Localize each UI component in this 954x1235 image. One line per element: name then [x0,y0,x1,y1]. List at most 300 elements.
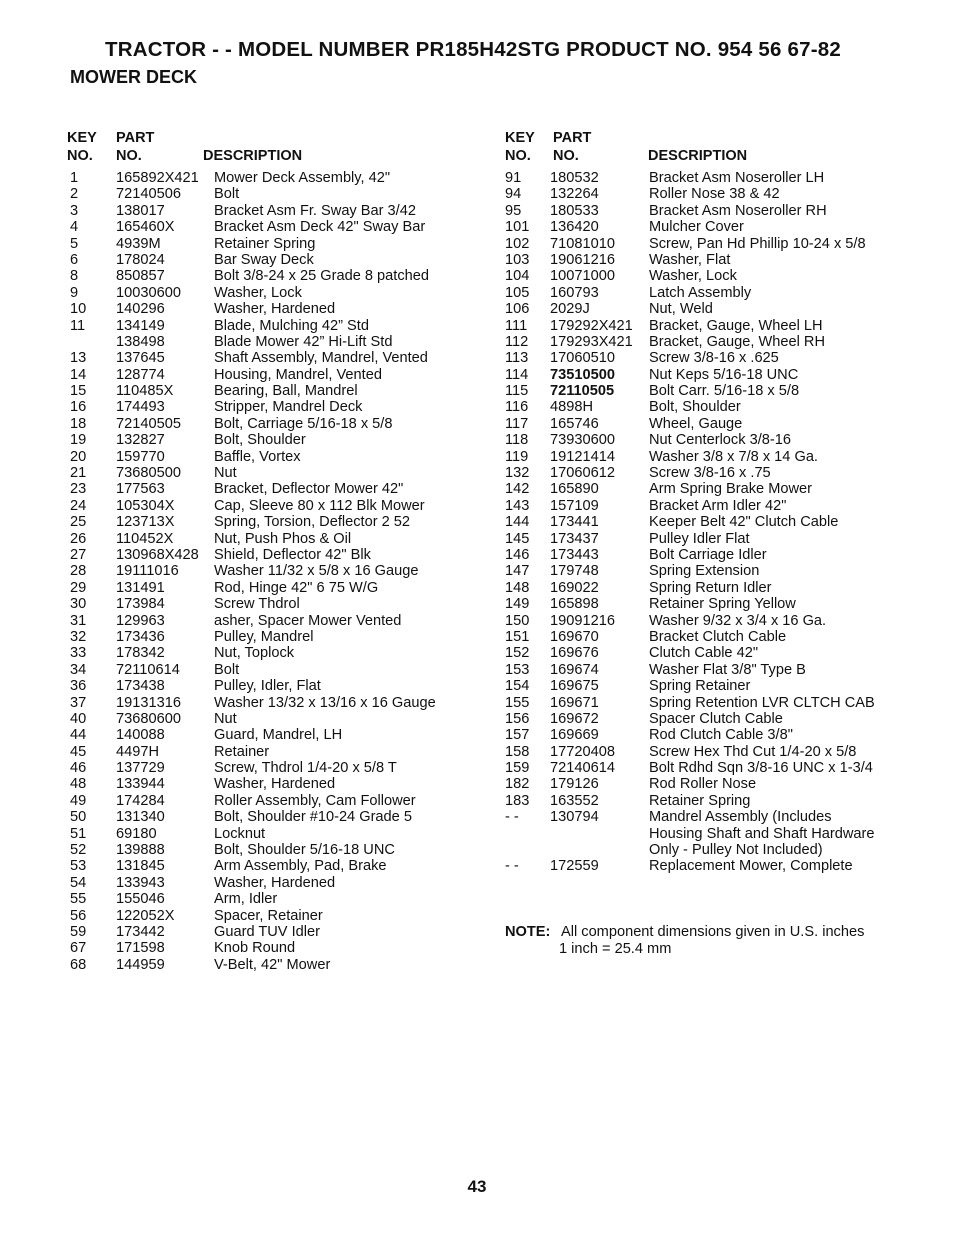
part-no: 110485X [116,383,174,400]
description: Washer, Lock [649,268,737,285]
description: V-Belt, 42" Mower [214,956,331,973]
part-no: 132827 [116,432,165,449]
table-row [505,236,905,252]
table-row [505,613,905,629]
table-row [505,186,905,202]
key-no: 112 [505,333,529,350]
part-no: 138498 [116,333,165,350]
key-no: 67 [70,940,87,957]
part-no: 17720408 [550,743,615,760]
table-row [505,318,905,334]
key-no: 36 [70,678,87,695]
key-no: 111 [505,317,528,334]
description: Bolt, Shoulder [214,432,306,449]
key-no: 44 [70,727,87,744]
key-no: 6 [70,251,79,268]
part-no: 178342 [116,645,165,662]
part-no: 137729 [116,760,165,777]
part-no: 72140505 [116,415,181,432]
description: Spring Return Idler [649,579,772,596]
key-no: 153 [505,661,530,678]
part-no: 171598 [116,940,165,957]
part-no: 173984 [116,596,165,613]
description: Nut [214,465,237,482]
description: Stripper, Mandrel Deck [214,399,363,416]
table-row [67,596,467,612]
description: Screw 3/8-16 x .625 [649,350,779,367]
description: Nut Centerlock 3/8-16 [649,432,791,449]
part-no: 850857 [116,268,165,285]
key-no: 132 [505,465,530,482]
key-no: 26 [70,530,87,547]
table-row [67,531,467,547]
part-no: 180532 [550,170,599,186]
table-row [505,449,905,465]
description-header: DESCRIPTION [203,148,303,164]
table-row [505,350,905,366]
part-no: 169671 [550,694,599,711]
table-header [505,130,905,170]
description: Washer, Lock [214,284,302,301]
key-no: 106 [505,301,530,318]
table-row [67,432,467,448]
part-no: 139888 [116,842,165,859]
table-row [505,301,905,317]
description: Pulley, Mandrel [214,628,314,645]
table-row [67,383,467,399]
key-no: 157 [505,727,530,744]
key-no: 143 [505,497,530,514]
table-row [505,711,905,727]
key-no: 104 [505,268,530,285]
part-no: 73680500 [116,465,181,482]
table-row [67,236,467,252]
description: Retainer Spring [214,235,316,252]
key-no: 5 [70,235,79,252]
table-row [67,219,467,235]
key-no-header: NO. [505,148,531,164]
key-no: 94 [505,186,522,203]
key-no: 156 [505,710,530,727]
key-no: 151 [505,628,530,645]
key-no: 27 [70,546,87,563]
description: Nut Keps 5/16-18 UNC [649,366,799,383]
table-row [505,662,905,678]
description: Bracket, Deflector Mower 42" [214,481,404,498]
table-row [505,285,905,301]
description: Bracket Asm Fr. Sway Bar 3/42 [214,202,416,219]
description: Washer, Hardened [214,301,336,318]
part-no-header: NO. [553,148,579,164]
description: Latch Assembly [649,284,752,301]
key-no: 15 [70,383,87,400]
table-row [505,744,905,760]
description: Spacer Clutch Cable [649,710,783,727]
table-row [505,170,905,186]
key-no: 91 [505,170,522,186]
description: Bolt Rdhd Sqn 3/8-16 UNC x 1-3/4 [649,760,873,777]
part-no: 173441 [550,514,599,531]
part-no: 157109 [550,497,599,514]
description: Bearing, Ball, Mandrel [214,383,358,400]
key-no: 33 [70,645,87,662]
description: Bolt, Carriage 5/16-18 x 5/8 [214,415,393,432]
part-no: 19131316 [116,694,181,711]
description: Spring Retention LVR CLTCH CAB [649,694,875,711]
key-no: - - [505,858,519,875]
part-no: 180533 [550,202,599,219]
description: Bracket Arm Idler 42" [649,497,787,514]
table-body [67,170,467,973]
table-row [505,399,905,415]
part-no: 123713X [116,514,175,531]
part-no: 72110614 [116,661,180,678]
description: Rod Clutch Cable 3/8" [649,727,793,744]
part-no: 144959 [116,956,165,973]
description: Mower Deck Assembly, 42" [214,170,391,186]
part-no: 173438 [116,678,165,695]
part-no: 165898 [550,596,599,613]
part-no: 17060510 [550,350,615,367]
key-no: 114 [505,366,529,383]
part-no: 128774 [116,366,165,383]
description: Pulley Idler Flat [649,530,750,547]
description: Rod, Hinge 42" 6 75 W/G [214,579,379,596]
part-no: 179292X421 [550,317,633,334]
part-no: 72110505 [550,383,615,400]
table-row [505,252,905,268]
key-no: 4 [70,219,79,236]
part-no: 19061216 [550,251,615,268]
part-no: 132264 [550,186,599,203]
key-header: KEY [505,130,535,146]
table-row [67,563,467,579]
part-no: 178024 [116,251,165,268]
parts-table-right [505,130,905,875]
description: Washer 9/32 x 3/4 x 16 Ga. [649,612,827,629]
part-no: 165746 [550,415,599,432]
key-no: 29 [70,579,87,596]
description: Bolt Carriage Idler [649,546,767,563]
description: Washer Flat 3/8" Type B [649,661,806,678]
part-no: 131491 [116,579,165,596]
table-row [67,678,467,694]
description: Washer, Flat [649,251,731,268]
note-label: NOTE: [505,924,551,940]
description: Housing, Mandrel, Vented [214,366,382,383]
description: Bracket, Gauge, Wheel RH [649,333,826,350]
table-row [67,908,467,924]
key-no: 144 [505,514,530,531]
description: Bolt [214,186,240,203]
description: Shield, Deflector 42" Blk [214,546,371,563]
part-no: 169672 [550,710,599,727]
key-no: 119 [505,448,529,465]
key-no: 142 [505,481,530,498]
key-no: 25 [70,514,87,531]
table-row [67,629,467,645]
description: Bolt Carr. 5/16-18 x 5/8 [649,383,800,400]
key-no: 14 [70,366,87,383]
part-no: 4497H [116,743,160,760]
key-no: 102 [505,235,530,252]
description: Blade Mower 42” Hi-Lift Std [214,333,393,350]
description: Arm Assembly, Pad, Brake [214,858,387,875]
table-row [67,514,467,530]
key-no: 30 [70,596,87,613]
key-no: 28 [70,563,87,580]
note-line-1: All component dimensions given in U.S. inches [561,924,865,940]
key-no: 34 [70,661,87,678]
key-no: 8 [70,268,79,285]
key-no: 18 [70,415,87,432]
table-row [505,645,905,661]
description: Wheel, Gauge [649,415,743,432]
key-no: 23 [70,481,87,498]
part-no: 179126 [550,776,599,793]
key-no: 154 [505,678,530,695]
description: Nut, Weld [649,301,713,318]
note-line-2: 1 inch = 25.4 mm [559,941,672,957]
table-row [505,678,905,694]
part-no: 173443 [550,546,599,563]
table-row [67,744,467,760]
key-no: 155 [505,694,530,711]
key-no: 24 [70,497,87,514]
part-no: 10071000 [550,268,615,285]
key-no: 13 [70,350,87,367]
table-row [505,842,905,858]
part-no: 140088 [116,727,165,744]
key-no: 49 [70,792,87,809]
table-row [67,285,467,301]
table-row [505,776,905,792]
description: Knob Round [214,940,296,957]
part-no: 10030600 [116,284,181,301]
key-no: 149 [505,596,530,613]
table-body [505,170,905,875]
part-no: 129963 [116,612,165,629]
description: Housing Shaft and Shaft Hardware [649,825,875,842]
description: Screw Thdrol [214,596,300,613]
part-no: 130794 [550,809,599,826]
part-no: 174284 [116,792,165,809]
key-no: 56 [70,907,87,924]
key-no: 52 [70,842,87,859]
description: asher, Spacer Mower Vented [214,612,402,629]
part-no: 69180 [116,825,157,842]
table-row [505,203,905,219]
part-no: 72140506 [116,186,181,203]
key-no: 3 [70,202,79,219]
description: Screw Hex Thd Cut 1/4-20 x 5/8 [649,743,857,760]
table-row [67,809,467,825]
table-row [505,858,905,874]
part-no: 131340 [116,809,165,826]
key-no: 16 [70,399,87,416]
key-no: 103 [505,251,530,268]
description: Retainer Spring Yellow [649,596,796,613]
key-no: 20 [70,448,87,465]
table-row [67,334,467,350]
table-row [67,613,467,629]
table-row [67,318,467,334]
key-no: 9 [70,284,79,301]
description: Washer 11/32 x 5/8 x 16 Gauge [214,563,419,580]
key-no: 113 [505,350,529,367]
description: Screw 3/8-16 x .75 [649,465,771,482]
key-no: 1 [70,170,79,186]
key-no: 150 [505,612,530,629]
table-row [67,170,467,186]
key-no: 152 [505,645,530,662]
key-no: 37 [70,694,87,711]
table-row [67,186,467,202]
part-no-header: NO. [116,148,142,164]
part-no: 177563 [116,481,165,498]
description: Bracket Asm Noseroller RH [649,202,827,219]
table-row [67,301,467,317]
key-no: 147 [505,563,530,580]
description: Bracket Clutch Cable [649,628,787,645]
table-row [505,760,905,776]
section-title: MOWER DECK [70,67,197,87]
part-no: 17060612 [550,465,615,482]
table-row [67,498,467,514]
part-no: 172559 [550,858,599,875]
part-no: 179748 [550,563,599,580]
key-no: 115 [505,383,529,400]
part-no: 19121414 [550,448,615,465]
table-row [67,645,467,661]
key-no: 54 [70,874,87,891]
table-row [505,514,905,530]
part-no: 174493 [116,399,165,416]
key-no: 105 [505,284,530,301]
description: Bracket, Gauge, Wheel LH [649,317,823,334]
description: Arm Spring Brake Mower [649,481,813,498]
table-row [67,858,467,874]
part-no: 133943 [116,874,165,891]
part-no: 4939M [116,235,161,252]
description: Nut, Push Phos & Oil [214,530,352,547]
description: Bolt, Shoulder [649,399,741,416]
key-no: 45 [70,743,87,760]
part-no: 160793 [550,284,599,301]
key-no: 101 [505,219,530,236]
part-no: 73680600 [116,710,181,727]
part-no: 169675 [550,678,599,695]
part-no: 2029J [550,301,590,318]
key-no: 21 [70,465,87,482]
table-row [67,776,467,792]
key-no: 95 [505,202,522,219]
part-no: 105304X [116,497,175,514]
table-row [67,350,467,366]
table-row [67,449,467,465]
table-row [67,842,467,858]
description: Bolt 3/8-24 x 25 Grade 8 patched [214,268,429,285]
description: Only - Pulley Not Included) [649,842,823,859]
table-row [505,432,905,448]
description: Retainer [214,743,270,760]
part-no: 169674 [550,661,599,678]
key-no: 46 [70,760,87,777]
key-no: 116 [505,399,529,416]
key-no: 19 [70,432,87,449]
table-row [505,629,905,645]
table-row [67,465,467,481]
table-row [505,547,905,563]
description: Spring Retainer [649,678,751,695]
part-no: 179293X421 [550,333,633,350]
key-no: 182 [505,776,530,793]
table-row [67,957,467,973]
part-no: 4898H [550,399,594,416]
part-no: 136420 [550,219,599,236]
table-row [505,465,905,481]
key-no: 59 [70,923,87,940]
table-row [505,531,905,547]
table-row [505,695,905,711]
part-no: 169676 [550,645,599,662]
description: Keeper Belt 42" Clutch Cable [649,514,839,531]
table-row [67,662,467,678]
table-row [67,367,467,383]
key-no: 117 [505,415,529,432]
part-no: 131845 [116,858,165,875]
part-no: 165460X [116,219,175,236]
description: Retainer Spring [649,792,751,809]
part-no: 173436 [116,628,165,645]
description: Spacer, Retainer [214,907,323,924]
description: Cap, Sleeve 80 x 112 Blk Mower [214,497,425,514]
part-no: 173437 [550,530,599,547]
description: Nut [214,710,237,727]
part-no: 165892X421 [116,170,199,186]
description: Screw, Pan Hd Phillip 10-24 x 5/8 [649,235,866,252]
description: Blade, Mulching 42” Std [214,317,369,334]
description: Bracket Asm Deck 42" Sway Bar [214,219,426,236]
table-row [67,826,467,842]
key-no: - - [505,809,519,826]
table-row [505,498,905,514]
table-row [505,334,905,350]
part-no: 73930600 [550,432,615,449]
table-row [67,580,467,596]
description: Bolt [214,661,240,678]
key-no: 50 [70,809,87,826]
description: Baffle, Vortex [214,448,301,465]
part-no: 169669 [550,727,599,744]
part-no: 19111016 [116,563,179,580]
key-no: 68 [70,956,87,973]
table-row [505,596,905,612]
description: Guard TUV Idler [214,923,320,940]
description: Roller Nose 38 & 42 [649,186,780,203]
description: Washer 13/32 x 13/16 x 16 Gauge [214,694,436,711]
key-no: 146 [505,546,530,563]
key-no: 31 [70,612,87,629]
part-no: 173442 [116,923,165,940]
part-no: 72140614 [550,760,615,777]
description: Mulcher Cover [649,219,744,236]
part-no: 71081010 [550,235,615,252]
table-row [505,727,905,743]
part-no: 137645 [116,350,165,367]
key-no: 145 [505,530,530,547]
description: Shaft Assembly, Mandrel, Vented [214,350,428,367]
